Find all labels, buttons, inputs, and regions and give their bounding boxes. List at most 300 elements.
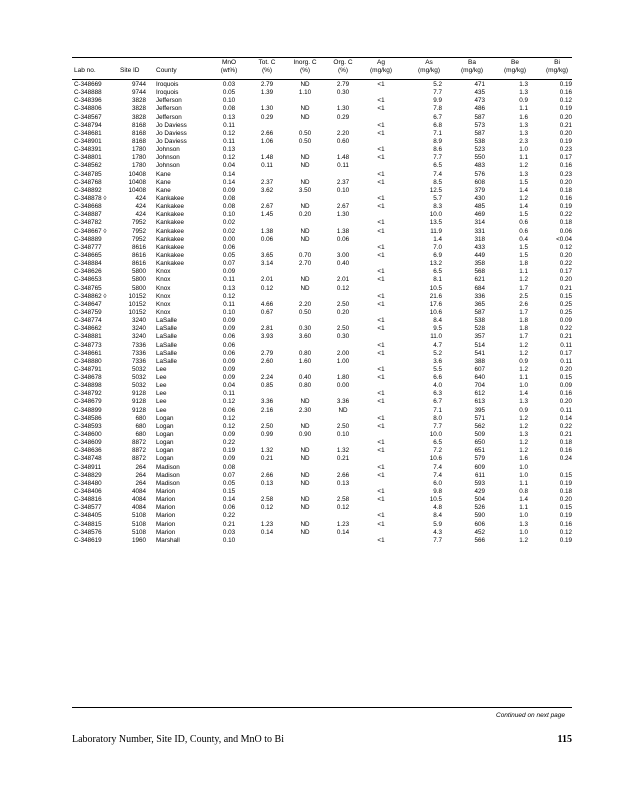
bi-value: 0.22 (559, 325, 572, 333)
table-row (72, 521, 572, 529)
county: Johnson (156, 154, 180, 162)
lab-number: C-348816 (74, 496, 102, 504)
mno-value: 0.08 (222, 105, 236, 113)
site-id: 1780 (131, 146, 146, 154)
header-be: Be (mg/kg) (503, 59, 527, 74)
tot-c-value: 2.50 (260, 422, 274, 430)
inorg-c-value: 0.50 (298, 137, 312, 145)
bi-value: 0.16 (559, 89, 572, 97)
lab-number: C-348774 (74, 317, 102, 325)
org-c-value: 3.00 (336, 251, 350, 259)
as-value: 4.8 (433, 504, 442, 512)
tot-c-value: 2.67 (260, 203, 274, 211)
mno-value: 0.10 (222, 211, 236, 219)
bi-value: 0.19 (559, 203, 572, 211)
table-row (72, 496, 572, 504)
table-row (72, 342, 572, 350)
ba-value: 318 (474, 235, 485, 243)
ag-value: <1 (377, 439, 385, 447)
mno-value: 0.11 (223, 276, 235, 284)
as-value: 8.9 (433, 137, 442, 145)
table-row (72, 179, 572, 187)
table-row (72, 203, 572, 211)
ba-value: 471 (474, 81, 485, 88)
bi-value: 0.20 (559, 129, 572, 137)
ba-value: 621 (474, 276, 485, 284)
org-c-value: 2.37 (336, 178, 350, 186)
ba-value: 379 (474, 186, 485, 194)
header-ag: Ag (mg/kg) (369, 59, 393, 74)
org-c-value: 0.29 (336, 113, 350, 121)
bi-value: 0.11 (560, 341, 572, 349)
lab-number: C-348396 (74, 97, 102, 105)
as-value: 21.6 (429, 292, 442, 300)
tot-c-value: 2.24 (260, 374, 274, 382)
bi-value: 0.17 (559, 154, 572, 162)
ba-value: 509 (474, 431, 485, 439)
site-id: 5800 (131, 268, 146, 276)
ba-value: 576 (474, 170, 485, 178)
as-value: 12.5 (429, 186, 442, 194)
county: Logan (156, 439, 174, 447)
site-id: 1780 (131, 162, 146, 170)
be-value: 1.5 (519, 178, 528, 186)
ba-value: 611 (474, 471, 485, 479)
tot-c-value: 2.58 (260, 496, 274, 504)
mno-value: 0.15 (222, 488, 236, 496)
mno-value: 0.09 (222, 357, 236, 365)
ba-value: 526 (474, 504, 485, 512)
lab-number: C-348888 (74, 89, 102, 97)
site-id: 4084 (131, 496, 146, 504)
county: Lee (156, 390, 167, 398)
be-value: 1.2 (519, 439, 528, 447)
lab-number: C-348792 (74, 390, 102, 398)
org-c-value: 2.50 (336, 325, 350, 333)
ag-value: <1 (377, 121, 385, 129)
be-value: 1.3 (519, 398, 528, 406)
table-row (72, 472, 572, 480)
county: Knox (156, 308, 171, 316)
bi-value: 0.18 (559, 488, 572, 496)
site-id: 3240 (131, 317, 146, 325)
ba-value: 579 (474, 455, 485, 463)
inorg-c-value: ND (300, 496, 310, 504)
mno-value: 0.13 (222, 146, 236, 154)
table-row (72, 105, 572, 113)
inorg-c-value: ND (300, 276, 310, 284)
mno-value: 0.09 (222, 325, 236, 333)
as-value: 8.4 (433, 317, 442, 325)
county: Kankakee (156, 235, 185, 243)
ba-value: 395 (474, 406, 485, 414)
be-value: 1.1 (519, 268, 528, 276)
table-row (72, 187, 572, 195)
ba-value: 587 (474, 308, 485, 316)
bi-value: 0.25 (559, 308, 572, 316)
ba-value: 541 (474, 349, 485, 357)
as-value: 17.6 (429, 300, 442, 308)
table-row (72, 154, 572, 162)
county: Madison (156, 463, 180, 471)
lab-number: C-348406 (74, 488, 102, 496)
ba-value: 704 (474, 382, 485, 390)
site-id: 3828 (131, 97, 146, 105)
org-c-value: 0.40 (336, 260, 350, 268)
org-c-value: 0.30 (336, 333, 350, 341)
as-value: 6.3 (433, 390, 442, 398)
ba-value: 314 (474, 219, 485, 227)
county: Logan (156, 455, 174, 463)
site-id: 424 (135, 194, 146, 202)
site-id: 10408 (128, 186, 146, 194)
be-value: 1.3 (519, 129, 528, 137)
ba-value: 587 (474, 113, 485, 121)
site-id: 3828 (131, 105, 146, 113)
be-value: 1.1 (519, 105, 528, 113)
lab-number: C-348647 (74, 300, 102, 308)
be-value: 1.3 (519, 170, 528, 178)
table-row (72, 252, 572, 260)
lab-number: C-348880 (74, 357, 102, 365)
ba-value: 607 (474, 365, 485, 373)
header-site-id: Site ID (120, 67, 140, 74)
org-c-value: 0.12 (336, 284, 350, 292)
county: Marion (156, 520, 176, 528)
as-value: 6.0 (433, 479, 442, 487)
inorg-c-value: 0.80 (298, 382, 312, 390)
inorg-c-value: ND (300, 162, 310, 170)
be-value: 1.2 (519, 447, 528, 455)
table-row (72, 211, 572, 219)
as-value: 7.7 (433, 154, 442, 162)
ag-value: <1 (377, 154, 385, 162)
ba-value: 331 (474, 227, 485, 235)
mno-value: 0.09 (222, 365, 236, 373)
site-id: 10152 (128, 300, 146, 308)
be-value: 0.9 (519, 357, 528, 365)
header-ba: Ba (mg/kg) (460, 59, 484, 74)
bi-value: 0.20 (559, 276, 572, 284)
be-value: 1.2 (519, 422, 528, 430)
site-id: 10408 (128, 178, 146, 186)
table-row (72, 236, 572, 244)
site-id: 424 (135, 203, 146, 211)
as-value: 10.0 (429, 431, 442, 439)
county: Marion (156, 496, 176, 504)
table-row (72, 480, 572, 488)
as-value: 7.7 (433, 89, 442, 97)
org-c-value: 0.12 (336, 504, 350, 512)
tot-c-value: 0.13 (260, 479, 274, 487)
ag-value: <1 (377, 243, 385, 251)
bi-value: 0.15 (559, 374, 572, 382)
county: LaSalle (156, 333, 178, 341)
bi-value: 0.12 (559, 528, 572, 536)
site-id: 5032 (131, 382, 146, 390)
lab-number: C-348862 ◊ (74, 292, 107, 300)
bi-value: 0.19 (559, 512, 572, 520)
mno-value: 0.04 (222, 382, 236, 390)
county: Marion (156, 512, 176, 520)
county: Madison (156, 479, 180, 487)
mno-value: 0.08 (222, 463, 236, 471)
lab-number: C-348662 (74, 325, 102, 333)
site-id: 8872 (131, 455, 146, 463)
inorg-c-value: ND (300, 178, 310, 186)
ba-value: 650 (474, 439, 485, 447)
ba-value: 449 (474, 251, 485, 259)
county: Logan (156, 447, 174, 455)
header-inorg-c: Inorg. C (%) (293, 59, 317, 74)
county: Jefferson (156, 105, 182, 113)
site-id: 8616 (131, 243, 146, 251)
bi-value: 0.20 (559, 398, 572, 406)
site-id: 8872 (131, 447, 146, 455)
ba-value: 684 (474, 284, 485, 292)
mno-value: 0.09 (222, 186, 236, 194)
bi-value: 0.22 (559, 260, 572, 268)
lab-number: C-348782 (74, 219, 102, 227)
as-value: 6.7 (433, 113, 442, 121)
ba-value: 571 (474, 414, 485, 422)
org-c-value: 2.79 (336, 81, 350, 88)
ag-value: <1 (377, 300, 385, 308)
bi-value: 0.16 (559, 520, 572, 528)
tot-c-value: 1.32 (260, 447, 274, 455)
as-value: 6.6 (433, 374, 442, 382)
bi-value: 0.15 (559, 471, 572, 479)
bi-value: 0.18 (559, 439, 572, 447)
county: Lee (156, 365, 167, 373)
site-id: 8872 (131, 439, 146, 447)
ag-value: <1 (377, 365, 385, 373)
tot-c-value: 3.36 (260, 398, 274, 406)
as-value: 7.4 (433, 170, 442, 178)
ag-value: <1 (377, 463, 385, 471)
as-value: 6.5 (433, 268, 442, 276)
mno-value: 0.11 (223, 137, 235, 145)
header-tot-c: Tot. C (%) (258, 59, 276, 74)
site-id: 5108 (131, 520, 146, 528)
mno-value: 0.22 (222, 439, 236, 447)
table-row (72, 309, 572, 317)
ag-value: <1 (377, 520, 385, 528)
ag-value: <1 (377, 512, 385, 520)
bi-value: 0.17 (559, 349, 572, 357)
tot-c-value: 2.01 (260, 276, 274, 284)
county: Lee (156, 374, 167, 382)
table-row (72, 219, 572, 227)
be-value: 1.5 (519, 243, 528, 251)
site-id: 5108 (131, 512, 146, 520)
header-county: County (156, 67, 177, 74)
mno-value: 0.22 (222, 512, 236, 520)
ba-value: 504 (474, 496, 485, 504)
site-id: 9128 (131, 390, 146, 398)
table-row (72, 333, 572, 341)
org-c-value: 2.50 (336, 300, 350, 308)
be-value: 1.1 (519, 154, 528, 162)
county: Marion (156, 504, 176, 512)
mno-value: 0.14 (222, 496, 236, 504)
ag-value: <1 (377, 398, 385, 406)
site-id: 1780 (131, 154, 146, 162)
as-value: 8.0 (433, 414, 442, 422)
bi-value: 0.16 (559, 390, 572, 398)
county: Jefferson (156, 113, 182, 121)
be-value: 1.3 (519, 81, 528, 88)
bi-value: 0.21 (559, 121, 572, 129)
table-row (72, 488, 572, 496)
site-id: 5800 (131, 276, 146, 284)
tot-c-value: 3.93 (260, 333, 274, 341)
mno-value: 0.12 (222, 422, 236, 430)
org-c-value: 1.48 (336, 154, 350, 162)
bi-value: 0.09 (559, 317, 572, 325)
header-org-c: Org. C (%) (333, 59, 353, 74)
be-value: 1.8 (519, 325, 528, 333)
table-top-rule (72, 57, 572, 58)
table-row (72, 464, 572, 472)
as-value: 7.4 (433, 463, 442, 471)
as-value: 4.7 (433, 341, 442, 349)
inorg-c-value: ND (300, 447, 310, 455)
ag-value: <1 (377, 447, 385, 455)
site-id: 7952 (131, 227, 146, 235)
mno-value: 0.03 (222, 528, 236, 536)
org-c-value: 0.06 (336, 235, 350, 243)
be-value: 2.3 (519, 137, 528, 145)
lab-number: C-348567 (74, 113, 102, 121)
be-value: 1.4 (519, 496, 528, 504)
table-row (72, 162, 572, 170)
org-c-value: 0.13 (336, 479, 350, 487)
site-id: 10152 (128, 292, 146, 300)
lab-number: C-348665 (74, 251, 102, 259)
county: Knox (156, 268, 171, 276)
org-c-value: 3.36 (336, 398, 350, 406)
inorg-c-value: ND (300, 154, 310, 162)
bi-value: 0.19 (559, 479, 572, 487)
table-row (72, 301, 572, 309)
site-id: 10152 (128, 308, 146, 316)
site-id: 9128 (131, 406, 146, 414)
bi-value: 0.20 (559, 251, 572, 259)
county: Kankakee (156, 194, 185, 202)
inorg-c-value: ND (300, 479, 310, 487)
as-value: 4.3 (433, 528, 442, 536)
table-row (72, 447, 572, 455)
table-row (72, 439, 572, 447)
be-value: 1.2 (519, 365, 528, 373)
county: Kankakee (156, 211, 185, 219)
org-c-value: 0.10 (336, 431, 350, 439)
site-id: 1960 (131, 536, 146, 544)
bi-value: 0.21 (559, 333, 572, 341)
tot-c-value: 2.79 (260, 81, 274, 88)
tot-c-value: 4.66 (260, 300, 274, 308)
org-c-value: 2.58 (336, 496, 350, 504)
ag-value: <1 (377, 341, 385, 349)
tot-c-value: 1.23 (260, 520, 274, 528)
site-id: 7336 (131, 357, 146, 365)
mno-value: 0.03 (222, 81, 236, 88)
county: Logan (156, 414, 174, 422)
table-row (72, 398, 572, 406)
lab-number: C-348586 (74, 414, 102, 422)
bi-value: 0.21 (559, 284, 572, 292)
tot-c-value: 0.14 (260, 528, 274, 536)
site-id: 424 (135, 211, 146, 219)
ag-value: <1 (377, 488, 385, 496)
bi-value: 0.24 (559, 455, 572, 463)
ag-value: <1 (377, 496, 385, 504)
as-value: 7.1 (433, 129, 442, 137)
org-c-value: 0.21 (336, 455, 350, 463)
table-row (72, 431, 572, 439)
tot-c-value: 0.99 (260, 431, 274, 439)
lab-number: C-348777 (74, 243, 102, 251)
table-bottom-rule (72, 707, 572, 708)
table-row (72, 260, 572, 268)
org-c-value: 0.11 (337, 162, 349, 170)
bi-value: 0.19 (559, 536, 572, 544)
mno-value: 0.13 (222, 113, 236, 121)
be-value: 1.0 (519, 146, 528, 154)
as-value: 10.5 (429, 284, 442, 292)
tot-c-value: 3.62 (260, 186, 274, 194)
tot-c-value: 0.06 (260, 235, 274, 243)
ba-value: 566 (474, 536, 485, 544)
table-row (72, 350, 572, 358)
table-row (72, 455, 572, 463)
lab-number: C-348619 (74, 536, 102, 544)
county: LaSalle (156, 357, 178, 365)
lab-number: C-348576 (74, 528, 102, 536)
ba-value: 528 (474, 325, 485, 333)
as-value: 8.6 (433, 146, 442, 154)
inorg-c-value: ND (300, 398, 310, 406)
org-c-value: 1.32 (336, 447, 350, 455)
mno-value: 0.12 (222, 129, 236, 137)
bi-value: 0.22 (559, 422, 572, 430)
tot-c-value: 2.37 (260, 178, 274, 186)
lab-number: C-348899 (74, 406, 102, 414)
as-value: 13.2 (429, 260, 442, 268)
inorg-c-value: 1.60 (298, 357, 312, 365)
inorg-c-value: 0.90 (298, 431, 312, 439)
as-value: 7.2 (433, 447, 442, 455)
mno-value: 0.02 (222, 227, 236, 235)
be-value: 1.8 (519, 260, 528, 268)
inorg-c-value: 0.20 (298, 211, 312, 219)
ag-value: <1 (377, 219, 385, 227)
county: Knox (156, 300, 171, 308)
lab-number: C-348480 (74, 479, 102, 487)
lab-number: C-348577 (74, 504, 102, 512)
mno-value: 0.06 (222, 504, 236, 512)
mno-value: 0.09 (222, 455, 236, 463)
site-id: 8168 (131, 129, 146, 137)
be-value: 0.8 (519, 488, 528, 496)
ag-value: <1 (377, 374, 385, 382)
tot-c-value: 2.66 (260, 129, 274, 137)
table-row (72, 276, 572, 284)
mno-value: 0.21 (222, 520, 236, 528)
lab-number: C-348884 (74, 260, 102, 268)
tot-c-value: 0.67 (260, 308, 274, 316)
